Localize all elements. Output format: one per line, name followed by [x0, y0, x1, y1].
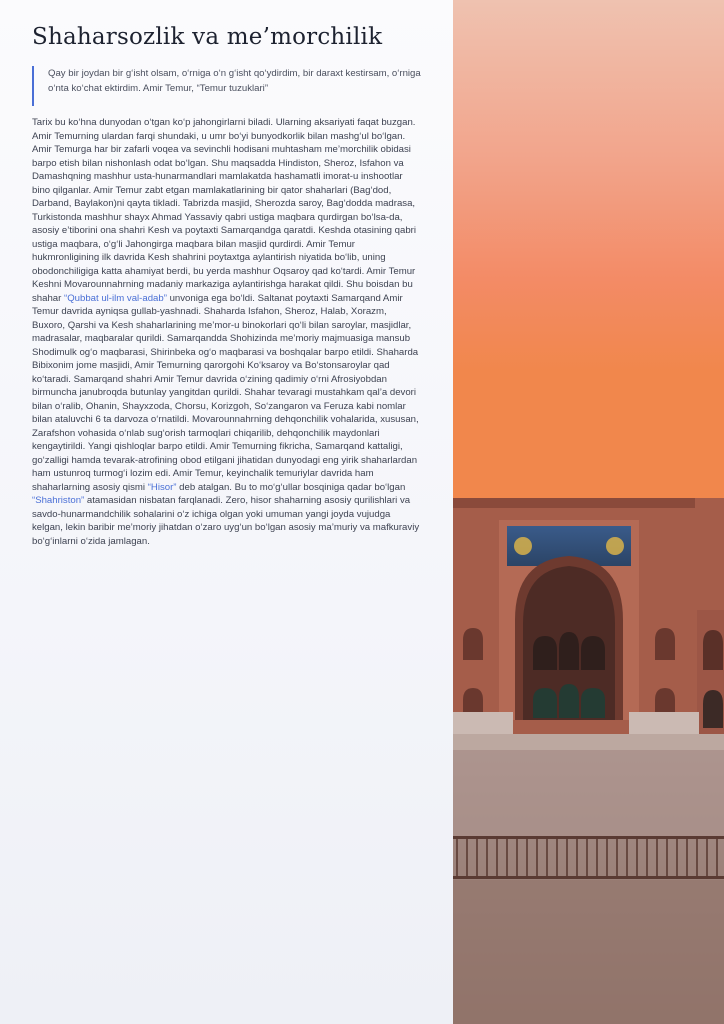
epigraph-quote: Qay bir joydan bir g‘isht olsam, o‘rniga o‘n g‘isht qo‘ydirdim, bir daraxt kestirsam, o‘rniga o‘nta ko‘chat ektirdim. Amir Temur, “Temur tuzuklari” [32, 66, 438, 106]
term-link[interactable]: “Qubbat ul-ilm val-adab” [64, 292, 167, 304]
term-link[interactable]: “Shahriston” [32, 495, 85, 506]
madrasa-photo [453, 0, 724, 1024]
madrasa-illustration [453, 0, 724, 1024]
body-text-part: atamasidan nisbatan farqlanadi. Zero, hisor shaharning asosiy qurilishlari va savdo-hunarmandchilik sohalarini o‘z ichiga olgan yoki umuman yangi joyda vujudga kelgan, lekin baribir me’moriy jihatdan o‘zaro uyg‘un bo‘lgan asosiy ma’muriy va mafkuraviy bo‘g‘inlarni o‘zida jamlagan. [32, 495, 420, 547]
body-text-part: unvoniga ega bo‘ldi. Saltanat poytaxti Samarqand Amir Temur davrida ayniqsa gullab-yashnadi. Shaharda Isfahon, Sheroz, Halab, Xorazm, Buxoro, Qarshi va Kesh shaharlarining me’mor-u binokorlari qo‘li bilan saroylar, masjidlar, madrasalar, maqbaralar qurildi. Samarqandda Shohizinda me’moriy majmuasiga mansub Shodimulk og‘o maqbarasi, Shirinbeka og‘o maqbarasi va boshqalar barpo etildi. Shaharda Bibixonim jome masjidi, Amir Temurning qarorgohi Ko‘ksaroy va Bo‘stonsaroylar qad ko‘taradi. Samarqand shahri Amir Temur davrida o‘zining qadimiy o‘rni Afrosiyobdan birmuncha janubroqda butunlay yangitdan qurildi. Shahar tevaragi mustahkam qal’a devori bilan o‘ralib, Ohanin, Shayxzoda, Chorsu, Korizgoh, So‘zangaron va Feruza kabi nomlar bilan ataluvchi 6 ta darvoza o‘rnatildi. Movarounnahrning dehqonchilik vohalarida, xususan, Zarafshon vohasida o‘nlab sug‘orish tarmoqlari chiqarilib, dehqonchilik maydonlari kengaytirildi. Yangi qishloqlar barpo etildi. Amir Temurning fikricha, Samarqand kattaligi, go‘zalligi hamda tevarak-atrofining obod etilgani jihatidan dunyodagi eng yirik shaharlardan ham ustunroq turmog‘i lozim edi. Amir Temur, keyinchalik temuriylar davrida ham shaharlarning asosiy qismi [32, 292, 419, 493]
page-title: Shaharsozlik va me’morchilik [32, 24, 383, 50]
body-text-part: Tarix bu ko‘hna dunyodan o‘tgan ko‘p jahongirlarni biladi. Ularning aksariyati faqat buzgan. Amir Temurning ulardan farqi shundaki, u umr bo‘yi bunyodkorlik bilan mashg‘ul bo‘lgan. Amir Temurga har bir zafarli voqea va sevinchli hodisani muhtasham me’morchilik obidasi barpo etish bilan nishonlash odat bo‘lgan. Shu maqsadda Hindiston, Sheroz, Isfahon va Damashqning mashhur usta-hunarmandlari mamlakatda hashamatli imorat-u inshootlar bino qilganlar. Amir Temur zabt etgan mamlakatlarining bir qator shaharlari (Bag‘dod, Darband, Baylakon)ni qayta tikladi. Tabrizda masjid, Sherozda saroy, Bag‘dodda madrasa, Turkistonda mashhur shayx Ahmad Yassaviy qabri ustiga maqbara qurdirgan bo‘lsa-da, asosiy e’tiborini ona shahri Kesh va poytaxti Samarqandga qaratdi. Keshda otasining qabri ustiga maqbara, o‘g‘li Jahongirga maqbara bilan masjid qurdirdi. Amir Temur hukmronligining ilk davrida Kesh shahrini poytaxtga aylantirish niyatida bo‘lib, uning obodonchiligiga katta ahamiyat berdi, bu yerda mashhur Oqsaroy qad ko‘tardi. Amir Temur Keshni Movarounnahrning madaniy markaziga aylantirishga harakat qildi. Shu boisdan bu shahar [32, 117, 416, 304]
body-text-part: deb atalgan. Bu to mo‘g‘ullar bosqiniga qadar bo‘lgan [176, 481, 406, 493]
body-paragraph [32, 116, 420, 548]
term-link[interactable]: “Hisor” [147, 481, 177, 493]
